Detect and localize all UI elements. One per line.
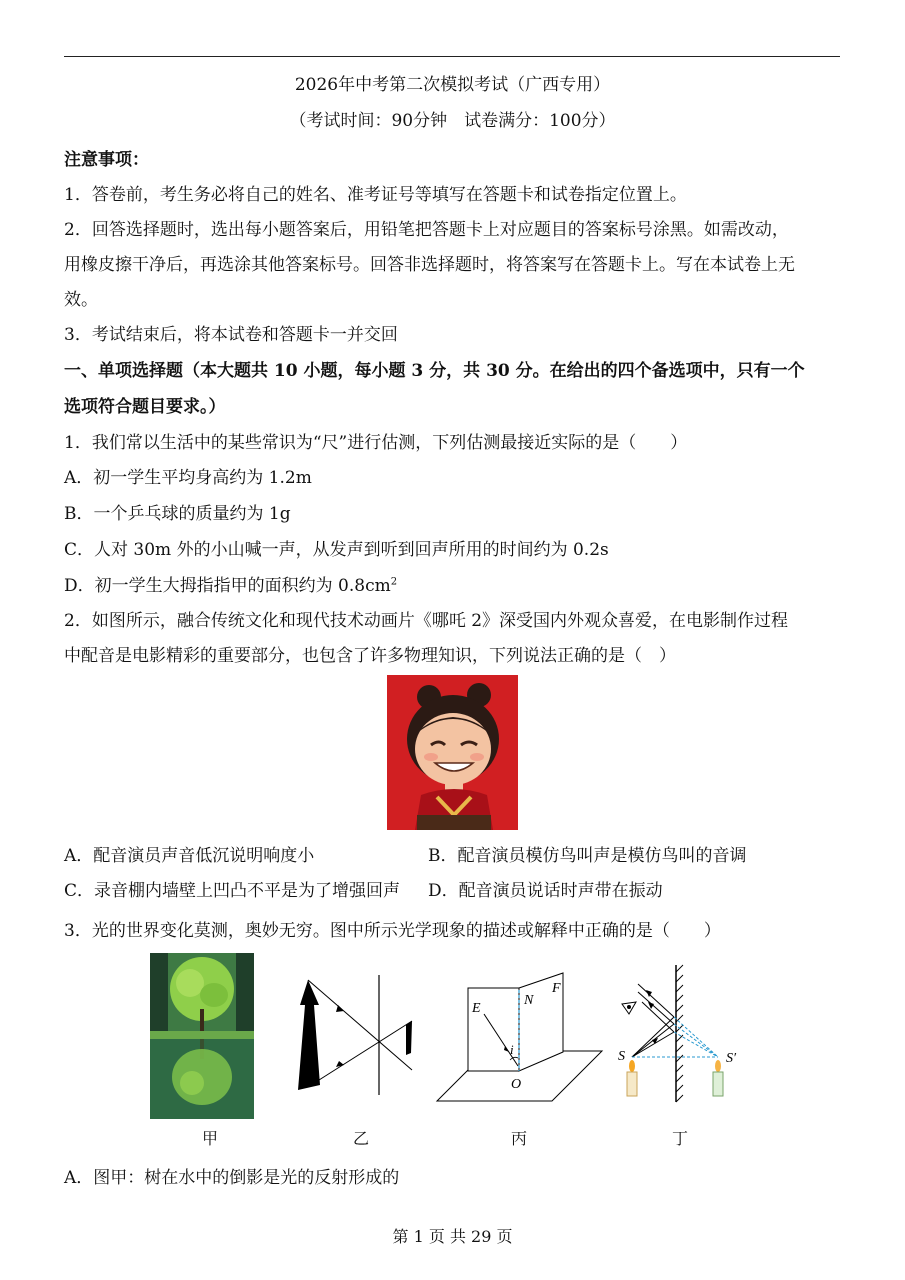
figure-jia-tree-reflection <box>150 953 254 1119</box>
label-e: E <box>472 1001 481 1016</box>
q1-option-d-sup: 2 <box>390 576 398 588</box>
notice-item-3: 3．考试结束后，将本试卷和答题卡一并交回 <box>64 325 398 345</box>
caption-yi: 乙 <box>353 1129 370 1148</box>
caption-ding: 丁 <box>672 1129 689 1148</box>
label-f: F <box>552 981 561 996</box>
exam-title: 2026年中考第二次模拟考试（广西专用） <box>294 75 611 95</box>
label-s: S <box>618 1049 625 1064</box>
label-o: O <box>511 1077 522 1092</box>
notice-item-1: 1．答卷前，考生务必将自己的姓名、准考证号等填写在答题卡和试卷指定位置上。 <box>64 185 687 205</box>
page-footer: 第 1 页 共 29 页 <box>392 1227 513 1246</box>
header-rule <box>64 56 840 57</box>
notice-item-2-line-3: 效。 <box>64 290 98 310</box>
q1-option-c: C．人对 30m 外的小山喊一声，从发声到听到回声所用的时间约为 0.2s <box>64 540 609 560</box>
q2-stem-line-1: 2．如图所示，融合传统文化和现代技术动画片《哪吒 2》深受国内外观众喜爱，在电影制作过程 <box>64 611 789 631</box>
q3-option-a: A．图甲：树在水中的倒影是光的反射形成的 <box>64 1168 400 1188</box>
notice-item-2-line-1: 2．回答选择题时，选出每小题答案后，用铅笔把答题卡上对应题目的答案标号涂黑。如需改动， <box>64 220 789 240</box>
nezha-image <box>387 675 518 830</box>
q2-option-a: A．配音演员声音低沉说明响度小 <box>64 846 315 866</box>
notice-heading: 注意事项： <box>64 150 149 170</box>
q2-option-b: B．配音演员模仿鸟叫声是模仿鸟叫的音调 <box>428 846 747 866</box>
label-n: N <box>524 993 534 1008</box>
section-heading-line-1: 一、单项选择题（本大题共 10 小题，每小题 3 分，共 30 分。在给出的四个备选项中，只有一个 <box>64 361 805 381</box>
notice-item-2-line-2: 用橡皮擦干净后，再选涂其他答案标号。回答非选择题时，将答案写在答题卡上。写在本试卷上无 <box>64 255 795 275</box>
q1-option-b: B．一个乒乓球的质量约为 1g <box>64 504 291 524</box>
figure-ding-plane-mirror <box>612 962 752 1104</box>
q1-stem: 1．我们常以生活中的某些常识为“尺”进行估测，下列估测最接近实际的是（ ） <box>64 433 688 453</box>
q2-option-d: D．配音演员说话时声带在振动 <box>428 881 663 901</box>
figure-yi-pinhole <box>292 975 422 1095</box>
caption-jia: 甲 <box>202 1129 219 1148</box>
q1-option-a: A．初一学生平均身高约为 1.2m <box>64 468 312 488</box>
exam-subtitle: （考试时间：90分钟 试卷满分：100分） <box>289 111 616 131</box>
figure-bing-reflection-law <box>432 968 607 1108</box>
q1-option-d-text: D．初一学生大拇指指甲的面积约为 0.8cm <box>64 576 391 596</box>
q3-stem: 3．光的世界变化莫测，奥妙无穷。图中所示光学现象的描述或解释中正确的是（ ） <box>64 921 721 941</box>
q2-stem-line-2: 中配音是电影精彩的重要部分，也包含了许多物理知识，下列说法正确的是（ ） <box>64 646 676 666</box>
label-s-prime: S′ <box>726 1051 737 1066</box>
caption-bing: 丙 <box>511 1129 528 1148</box>
q1-option-d <box>64 571 397 596</box>
label-i: i <box>510 1042 514 1057</box>
section-heading-line-2: 选项符合题目要求。） <box>64 397 226 417</box>
q2-option-c: C．录音棚内墙壁上凹凸不平是为了增强回声 <box>64 881 401 901</box>
